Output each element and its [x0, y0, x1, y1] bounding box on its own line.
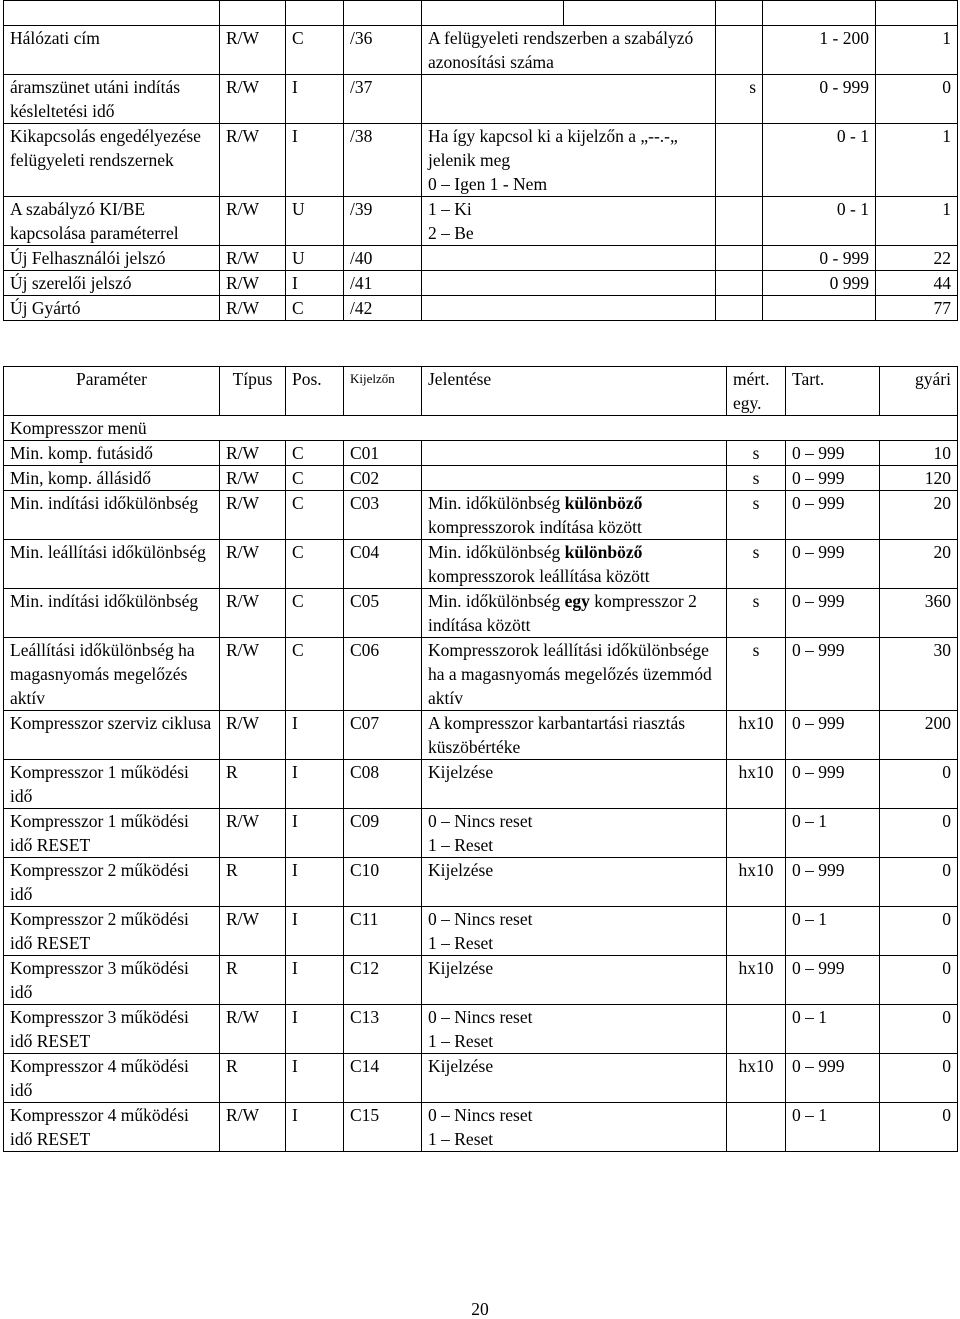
unit-cell: hx10: [727, 858, 786, 907]
param-cell: Kompresszor 2 működési idő RESET: [4, 907, 220, 956]
rw-cell: R/W: [220, 1103, 286, 1152]
rw-cell: R/W: [220, 246, 286, 271]
range-cell: 0 - 999: [763, 75, 876, 124]
desc-line: A felügyeleti rendszerben a szabályzó azonosítási száma: [428, 28, 694, 72]
table-row: [4, 296, 958, 321]
type-cell: I: [286, 271, 344, 296]
desc-line-2: 1 – Reset: [428, 933, 494, 953]
range-cell: [763, 296, 876, 321]
rw-cell: R/W: [220, 711, 286, 760]
rw-cell: R/W: [220, 466, 286, 491]
desc-cell: [422, 1054, 727, 1103]
pos-cell: C07: [344, 711, 422, 760]
unit-cell: s: [727, 589, 786, 638]
type-cell: I: [286, 858, 344, 907]
default-cell: 0: [880, 1054, 958, 1103]
header-display: Kijelzőn: [344, 367, 422, 416]
desc-cell: [422, 1005, 727, 1054]
rw-cell: R/W: [220, 491, 286, 540]
desc-text: Min. időkülönbség: [428, 591, 565, 611]
pos-cell: /40: [344, 246, 422, 271]
param-cell: Min. leállítási időkülönbség: [4, 540, 220, 589]
rw-cell: R/W: [220, 124, 286, 197]
desc-cell: [422, 589, 727, 638]
param-cell: Min. indítási időkülönbség: [4, 589, 220, 638]
table-row: [4, 75, 958, 124]
header-range: Tart.: [786, 367, 880, 416]
range-cell: 0 – 1: [786, 1005, 880, 1054]
pos-cell: C14: [344, 1054, 422, 1103]
unit-cell: [716, 296, 763, 321]
default-cell: 0: [876, 75, 958, 124]
table-row: [4, 491, 958, 540]
type-cell: I: [286, 1054, 344, 1103]
type-cell: I: [286, 75, 344, 124]
rw-cell: R/W: [220, 1005, 286, 1054]
pos-cell: C05: [344, 589, 422, 638]
header-pos: Pos.: [286, 367, 344, 416]
desc-line: 1 – Ki: [428, 199, 472, 219]
table-row: [4, 466, 958, 491]
desc-cell: [422, 441, 727, 466]
default-cell: 20: [880, 491, 958, 540]
type-cell: I: [286, 907, 344, 956]
rw-cell: R/W: [220, 809, 286, 858]
default-cell: 120: [880, 466, 958, 491]
unit-cell: hx10: [727, 711, 786, 760]
table-row: [4, 26, 958, 75]
param-cell: Kikapcsolás engedélyezése felügyeleti rendszernek: [4, 124, 220, 197]
rw-cell: R/W: [220, 296, 286, 321]
unit-cell: s: [727, 466, 786, 491]
type-cell: C: [286, 466, 344, 491]
type-cell: C: [286, 441, 344, 466]
default-cell: 1: [876, 197, 958, 246]
type-cell: I: [286, 124, 344, 197]
unit-cell: s: [727, 441, 786, 466]
settings-table-1: [3, 0, 958, 321]
pos-cell: C04: [344, 540, 422, 589]
desc-cell: [422, 956, 727, 1005]
type-cell: I: [286, 1005, 344, 1054]
desc-cell: [422, 296, 716, 321]
unit-cell: [727, 809, 786, 858]
table-row: [4, 956, 958, 1005]
range-cell: 0 – 999: [786, 441, 880, 466]
param-cell: Kompresszor szerviz ciklusa: [4, 711, 220, 760]
table-row: [4, 809, 958, 858]
default-cell: 22: [876, 246, 958, 271]
table-row: [4, 907, 958, 956]
param-cell: Kompresszor 1 működési idő RESET: [4, 809, 220, 858]
range-cell: 0 – 1: [786, 1103, 880, 1152]
default-cell: 0: [880, 809, 958, 858]
unit-cell: [727, 1005, 786, 1054]
default-cell: 360: [880, 589, 958, 638]
range-cell: 0 – 999: [786, 956, 880, 1005]
range-cell: 1 - 200: [763, 26, 876, 75]
desc-text: 0 – Nincs reset: [428, 909, 533, 929]
desc-bold: különböző: [564, 542, 643, 562]
default-cell: 200: [880, 711, 958, 760]
pos-cell: /41: [344, 271, 422, 296]
unit-cell: s: [716, 75, 763, 124]
rw-cell: R/W: [220, 75, 286, 124]
param-cell: Új Felhasználói jelszó: [4, 246, 220, 271]
unit-cell: hx10: [727, 1054, 786, 1103]
pos-cell: C06: [344, 638, 422, 711]
desc-text-post: kompresszor 2 indítása között: [428, 591, 697, 635]
param-cell: A szabályzó KI/BE kapcsolása paraméterrel: [4, 197, 220, 246]
table-row: [4, 638, 958, 711]
pos-cell: C13: [344, 1005, 422, 1054]
table-row: [4, 760, 958, 809]
range-cell: 0 – 999: [786, 466, 880, 491]
header-type: Típus: [220, 367, 286, 416]
param-cell: Kompresszor 4 működési idő RESET: [4, 1103, 220, 1152]
section-row: [4, 416, 958, 441]
table-row: [4, 1054, 958, 1103]
table-row: [4, 1103, 958, 1152]
rw-cell: R/W: [220, 638, 286, 711]
param-cell: Leállítási időkülönbség ha magasnyomás megelőzés aktív: [4, 638, 220, 711]
pos-cell: C01: [344, 441, 422, 466]
table-row: [4, 1005, 958, 1054]
param-cell: Új szerelői jelszó: [4, 271, 220, 296]
desc-cell: [422, 491, 727, 540]
param-cell: Kompresszor 1 működési idő: [4, 760, 220, 809]
default-cell: 20: [880, 540, 958, 589]
desc-text-post: kompresszorok leállítása között: [428, 566, 650, 586]
desc-cell: [422, 1103, 727, 1152]
range-cell: 0 – 999: [786, 760, 880, 809]
range-cell: 0 - 999: [763, 246, 876, 271]
range-cell: 0 – 999: [786, 858, 880, 907]
default-cell: 0: [880, 1005, 958, 1054]
unit-cell: [727, 1103, 786, 1152]
unit-cell: [716, 197, 763, 246]
header-desc: Jelentése: [422, 367, 727, 416]
desc-bold: egy: [564, 591, 590, 611]
default-cell: 0: [880, 1103, 958, 1152]
desc-text: 0 – Nincs reset: [428, 1007, 533, 1027]
range-cell: 0 999: [763, 271, 876, 296]
table-header-row: [4, 367, 958, 416]
pos-cell: C15: [344, 1103, 422, 1152]
rw-cell: R: [220, 858, 286, 907]
desc-cell: [422, 271, 716, 296]
default-cell: 0: [880, 956, 958, 1005]
desc-cell: [422, 75, 716, 124]
type-cell: C: [286, 638, 344, 711]
unit-cell: hx10: [727, 760, 786, 809]
desc-text: 0 – Nincs reset: [428, 811, 533, 831]
desc-line-2: 0 – Igen 1 - Nem: [428, 174, 548, 194]
default-cell: 0: [880, 760, 958, 809]
rw-cell: R/W: [220, 26, 286, 75]
desc-text: Kompresszorok leállítási időkülönbsége ha a magasnyomás megelőzés üzemmód aktív: [428, 640, 712, 708]
desc-cell: [422, 246, 716, 271]
rw-cell: R/W: [220, 589, 286, 638]
desc-cell: [422, 638, 727, 711]
pos-cell: C09: [344, 809, 422, 858]
unit-cell: [716, 271, 763, 296]
table-row: [4, 441, 958, 466]
desc-cell: [422, 907, 727, 956]
unit-cell: [716, 26, 763, 75]
pos-cell: /36: [344, 26, 422, 75]
desc-bold: különböző: [564, 493, 643, 513]
range-cell: 0 - 1: [763, 197, 876, 246]
rw-cell: R: [220, 956, 286, 1005]
default-cell: 0: [880, 907, 958, 956]
desc-text: A kompresszor karbantartási riasztás küszöbértéke: [428, 713, 686, 757]
desc-text: Min. időkülönbség: [428, 542, 565, 562]
desc-text: Min. időkülönbség: [428, 493, 565, 513]
param-cell: Kompresszor 3 működési idő RESET: [4, 1005, 220, 1054]
range-cell: 0 – 999: [786, 589, 880, 638]
type-cell: I: [286, 956, 344, 1005]
top-spacer-row: [4, 1, 958, 26]
section-title: Kompresszor menü: [4, 416, 958, 441]
unit-cell: s: [727, 638, 786, 711]
unit-cell: [727, 907, 786, 956]
range-cell: 0 – 999: [786, 540, 880, 589]
desc-cell: [422, 197, 716, 246]
type-cell: C: [286, 296, 344, 321]
desc-line-2: 1 – Reset: [428, 835, 494, 855]
desc-cell: [422, 466, 727, 491]
type-cell: I: [286, 711, 344, 760]
desc-cell: [422, 760, 727, 809]
param-cell: Min. indítási időkülönbség: [4, 491, 220, 540]
param-cell: Új Gyártó: [4, 296, 220, 321]
param-cell: áramszünet utáni indítás késleltetési idő: [4, 75, 220, 124]
table-row: [4, 858, 958, 907]
page-number: 20: [471, 1299, 489, 1319]
desc-line-2: 2 – Be: [428, 223, 474, 243]
default-cell: 1: [876, 124, 958, 197]
default-cell: 44: [876, 271, 958, 296]
param-cell: Kompresszor 2 működési idő: [4, 858, 220, 907]
pos-cell: /37: [344, 75, 422, 124]
pos-cell: /38: [344, 124, 422, 197]
pos-cell: /39: [344, 197, 422, 246]
default-cell: 1: [876, 26, 958, 75]
param-cell: Kompresszor 4 működési idő: [4, 1054, 220, 1103]
desc-line-2: 1 – Reset: [428, 1031, 494, 1051]
desc-cell: [422, 26, 716, 75]
table-row: [4, 246, 958, 271]
type-cell: U: [286, 246, 344, 271]
default-cell: 30: [880, 638, 958, 711]
desc-line: Ha így kapcsol ki a kijelzőn a „--.-„ jelenik meg: [428, 126, 678, 170]
table-row: [4, 540, 958, 589]
range-cell: 0 - 1: [763, 124, 876, 197]
unit-cell: hx10: [727, 956, 786, 1005]
range-cell: 0 – 999: [786, 1054, 880, 1103]
desc-cell: [422, 124, 716, 197]
desc-text: Kijelzése: [428, 860, 494, 880]
rw-cell: R/W: [220, 540, 286, 589]
desc-cell: [422, 858, 727, 907]
range-cell: 0 – 1: [786, 809, 880, 858]
unit-cell: s: [727, 491, 786, 540]
pos-cell: C03: [344, 491, 422, 540]
rw-cell: R/W: [220, 271, 286, 296]
pos-cell: /42: [344, 296, 422, 321]
default-cell: 10: [880, 441, 958, 466]
type-cell: I: [286, 809, 344, 858]
type-cell: C: [286, 540, 344, 589]
default-cell: 77: [876, 296, 958, 321]
table-row: [4, 197, 958, 246]
desc-text-post: kompresszorok indítása között: [428, 517, 642, 537]
desc-text: Kijelzése: [428, 958, 494, 978]
rw-cell: R: [220, 760, 286, 809]
range-cell: 0 – 1: [786, 907, 880, 956]
table-row: [4, 711, 958, 760]
unit-cell: [716, 124, 763, 197]
desc-text: Kijelzése: [428, 1056, 494, 1076]
compressor-settings-table: [3, 366, 958, 1152]
pos-cell: C10: [344, 858, 422, 907]
type-cell: U: [286, 197, 344, 246]
param-cell: Min. komp. futásidő: [4, 441, 220, 466]
param-cell: Min, komp. állásidő: [4, 466, 220, 491]
type-cell: C: [286, 589, 344, 638]
param-cell: Hálózati cím: [4, 26, 220, 75]
rw-cell: R/W: [220, 907, 286, 956]
rw-cell: R/W: [220, 441, 286, 466]
desc-cell: [422, 711, 727, 760]
desc-cell: [422, 809, 727, 858]
header-unit: mért. egy.: [727, 367, 786, 416]
table-row: [4, 124, 958, 197]
unit-cell: [716, 246, 763, 271]
pos-cell: C02: [344, 466, 422, 491]
range-cell: 0 – 999: [786, 491, 880, 540]
range-cell: 0 – 999: [786, 638, 880, 711]
desc-cell: [422, 540, 727, 589]
rw-cell: R/W: [220, 197, 286, 246]
unit-cell: s: [727, 540, 786, 589]
table-row: [4, 271, 958, 296]
desc-line-2: 1 – Reset: [428, 1129, 494, 1149]
desc-text: 0 – Nincs reset: [428, 1105, 533, 1125]
header-param: Paraméter: [4, 367, 220, 416]
param-cell: Kompresszor 3 működési idő: [4, 956, 220, 1005]
pos-cell: C12: [344, 956, 422, 1005]
type-cell: I: [286, 760, 344, 809]
table-row: [4, 589, 958, 638]
desc-text: Kijelzése: [428, 762, 494, 782]
rw-cell: R: [220, 1054, 286, 1103]
pos-cell: C11: [344, 907, 422, 956]
header-default: gyári: [880, 367, 958, 416]
default-cell: 0: [880, 858, 958, 907]
type-cell: C: [286, 491, 344, 540]
pos-cell: C08: [344, 760, 422, 809]
type-cell: I: [286, 1103, 344, 1152]
type-cell: C: [286, 26, 344, 75]
range-cell: 0 – 999: [786, 711, 880, 760]
